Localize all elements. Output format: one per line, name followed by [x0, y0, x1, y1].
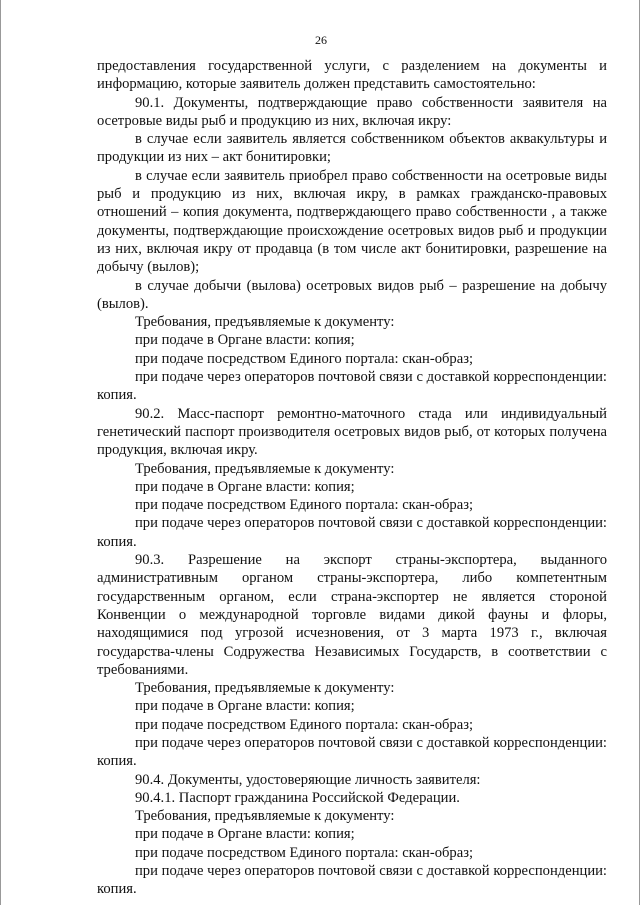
paragraph: в случае добычи (вылова) осетровых видов рыб – разрешение на добычу (вылов). [97, 277, 607, 312]
page-number: 26 [315, 33, 327, 47]
paragraph: при подаче в Органе власти: копия; [135, 332, 355, 349]
paragraph: при подаче в Органе власти: копия; [135, 478, 355, 495]
paragraph: 90.3. Разрешение на экспорт страны-экспортера, выданного административным органом страны-экспортера, либо компетентным государственным органом, если страна-экспортер не является стороной Конвенции о международной торговле видами дикой фауны и флоры, находящимися под угрозой исчезновения, от 3 марта 1973 г., включая государства-члены Содружества Независимых Государств, в соответствии с требованиями. [97, 552, 607, 678]
paragraph: при подаче посредством Единого портала: скан-образ; [135, 716, 474, 733]
paragraph: при подаче через операторов почтовой связи с доставкой корреспонденции: копия. [97, 863, 607, 898]
paragraph: при подаче через операторов почтовой связи с доставкой корреспонденции: копия. [97, 369, 607, 404]
paragraph: при подаче через операторов почтовой связи с доставкой корреспонденции: копия. [97, 515, 607, 550]
paragraph: Требования, предъявляемые к документу: [135, 808, 395, 825]
paragraph: 90.1. Документы, подтверждающие право собственности заявителя на осетровые виды рыб и продукцию из них, включая икру: [97, 94, 607, 129]
paragraph: при подаче в Органе власти: копия; [135, 698, 355, 715]
paragraph: 90.4. Документы, удостоверяющие личность заявителя: [135, 771, 481, 788]
document-body [97, 57, 607, 899]
paragraph: Требования, предъявляемые к документу: [135, 460, 395, 477]
paragraph: при подаче через операторов почтовой связи с доставкой корреспонденции: копия. [97, 734, 607, 770]
paragraph: при подаче в Органе власти: копия; [135, 826, 355, 843]
paragraph: предоставления государственной услуги, с разделением на документы и информацию, которые заявитель должен представить самостоятельно: [97, 58, 607, 93]
paragraph: 90.2. Масс-паспорт ремонтно-маточного стада или индивидуальный генетический паспорт производителя осетровых видов рыб, от которых получена продукция, включая икру. [97, 405, 607, 459]
paragraph: в случае если заявитель является собственником объектов аквакультуры и продукции из них – акт бонитировки; [97, 131, 607, 166]
paragraph: 90.4.1. Паспорт гражданина Российской Федерации. [135, 789, 460, 806]
paragraph: Требования, предъявляемые к документу: [135, 680, 395, 697]
paragraph: при подаче посредством Единого портала: скан-образ; [135, 844, 474, 861]
paragraph: при подаче посредством Единого портала: скан-образ; [135, 497, 474, 514]
paragraph: при подаче посредством Единого портала: скан-образ; [135, 350, 474, 367]
paragraph: Требования, предъявляемые к документу: [135, 314, 395, 331]
paragraph: в случае если заявитель приобрел право собственности на осетровые виды рыб и продукцию из них, включая икру, в рамках гражданско-правовых отношений – копия документа, подтверждающего право собственности , а также документы, подтверждающие происхождение осетровых видов рыб и продукции из них, включая икру от продавца (в том числе акт бонитировки, разрешение на добычу (вылов); [97, 167, 607, 276]
